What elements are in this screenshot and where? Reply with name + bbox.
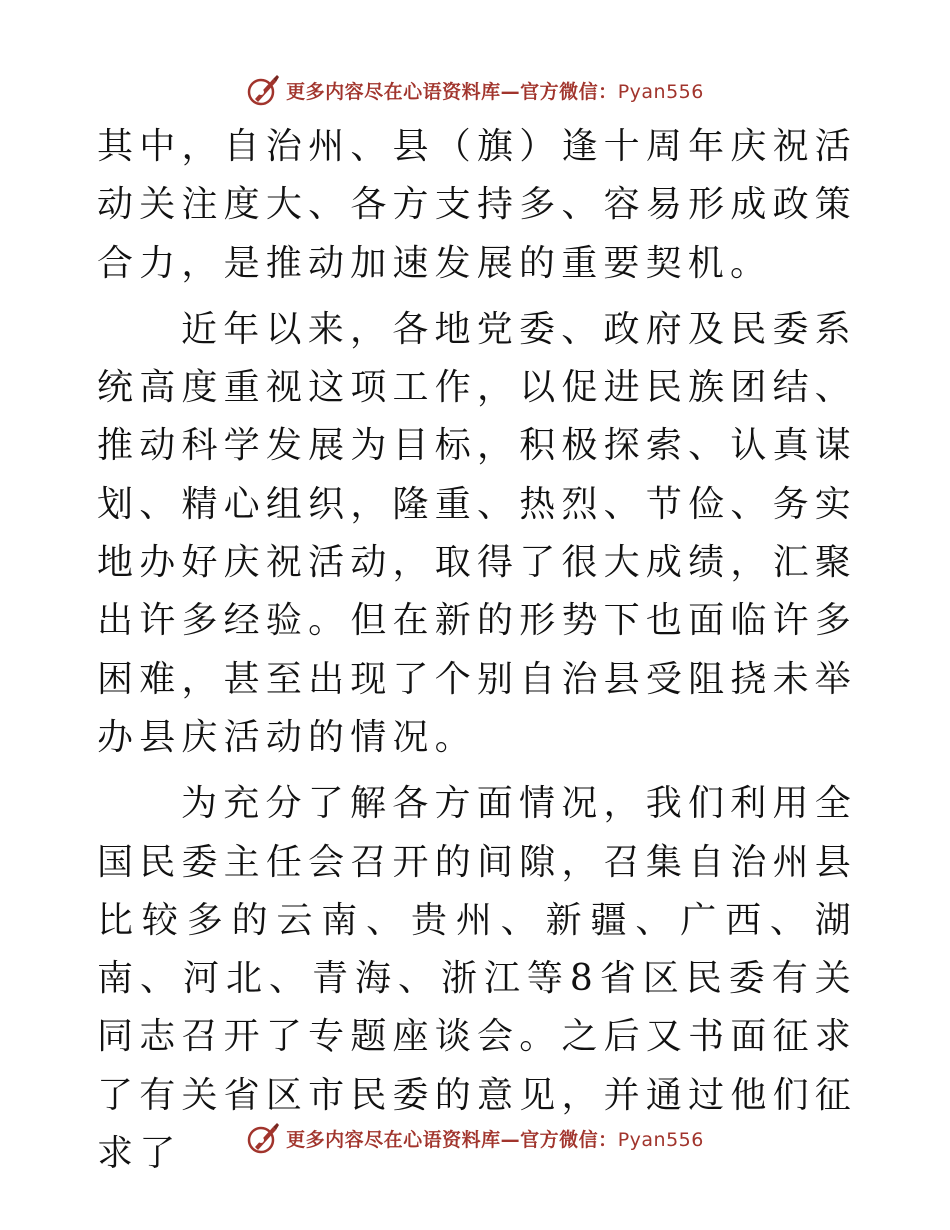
- paragraph-1: 其中，自治州、县（旗）逢十周年庆祝活动关注度大、各方支持多、容易形成政策合力，是推动加速发展的重要契机。: [97, 126, 857, 284]
- footer-watermark: [0, 1118, 950, 1158]
- header-watermark: [0, 70, 950, 110]
- watermark-text: 更多内容尽在心语资料库—官方微信：Pyan556: [286, 80, 704, 103]
- pen-logo-icon: [246, 1121, 280, 1155]
- watermark-text: 更多内容尽在心语资料库—官方微信：Pyan556: [286, 1128, 704, 1151]
- paragraph-2: 近年以来，各地党委、政府及民委系统高度重视这项工作，以促进民族团结、推动科学发展为目标，积极探索、认真谋划、精心组织，隆重、热烈、节俭、务实地办好庆祝活动，取得了很大成绩，汇聚出许多经验。但在新的形势下也面临许多困难，甚至出现了个别自治县受阻挠未举办县庆活动的情况。: [97, 308, 857, 758]
- paragraph-3: 为充分了解各方面情况，我们利用全国民委主任会召开的间隙，召集自治州县比较多的云南、贵州、新疆、广西、湖南、河北、青海、浙江等8省区民委有关同志召开了专题座谈会。之后又书面征求了有关省区市民委的意见，并通过他们征求了: [97, 783, 857, 1175]
- document-body: [97, 118, 857, 1183]
- pen-logo-icon: [246, 73, 280, 107]
